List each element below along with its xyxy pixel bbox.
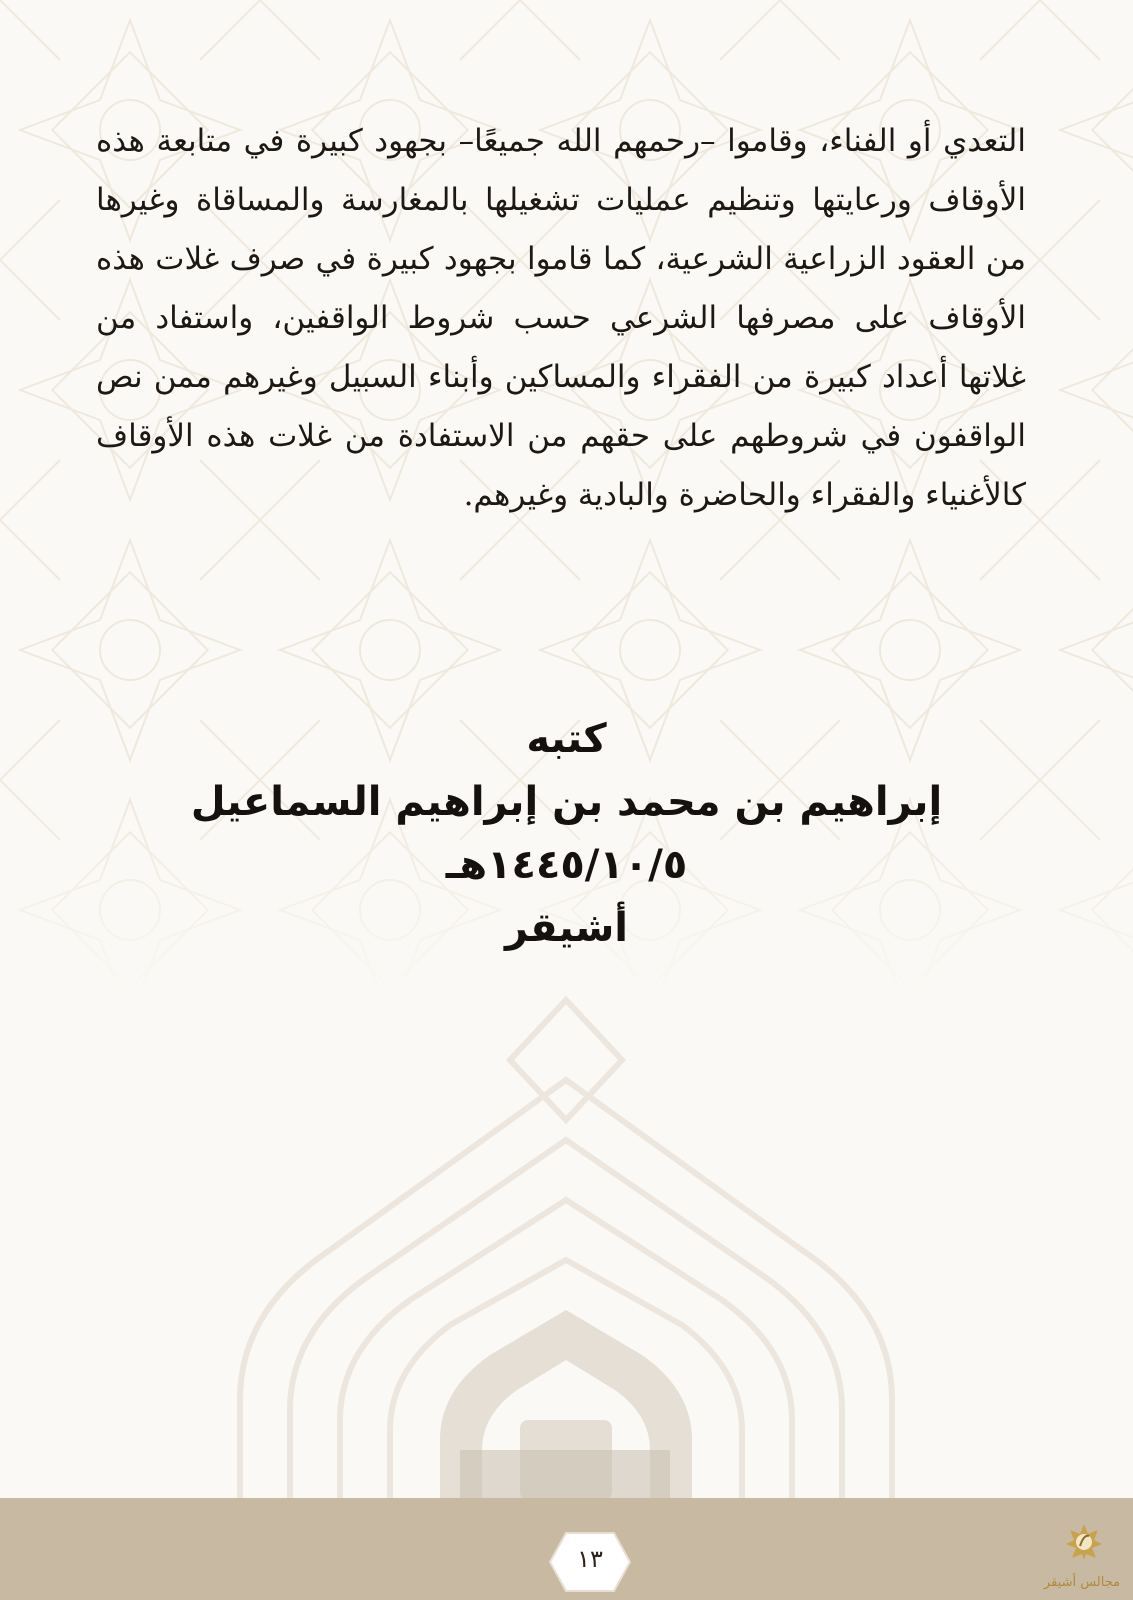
body-paragraph: التعدي أو الفناء، وقاموا –رحمهم الله جميعًا– بجهود كبيرة في متابعة هذه الأوقاف ورعايتها وتنظيم عمليات تشغيلها بالمغارسة والمساقاة وغيرها من العقود الزراعية الشرعية، كما قاموا بجهود كبيرة في صرف غلات هذه الأوقاف على مصرفها الشرعي حسب شروط الواقفين، واستفاد من غلاتها أعداد كبيرة من الفقراء والمساكين وأبناء السبيل وغيرهم ممن نص الواقفون في شروطهم على حقهم من الاستفادة من غلات هذه الأوقاف كالأغنياء والفقراء والحاضرة والبادية وغيرهم. (96, 123, 1026, 513)
majalis-logo-icon (1064, 1522, 1104, 1562)
signature-date: ١٤٤٥/١٠/٥هـ (445, 842, 688, 888)
signature-block (0, 708, 1133, 960)
page-number: ١٣ (577, 1545, 603, 1573)
signature-label: كتبه (526, 716, 607, 762)
author-name: إبراهيم بن محمد بن إبراهيم السماعيل (190, 779, 943, 825)
logo-text: مجالس أشيقر (1043, 1575, 1121, 1590)
signature-place: أشيقر (504, 905, 629, 951)
